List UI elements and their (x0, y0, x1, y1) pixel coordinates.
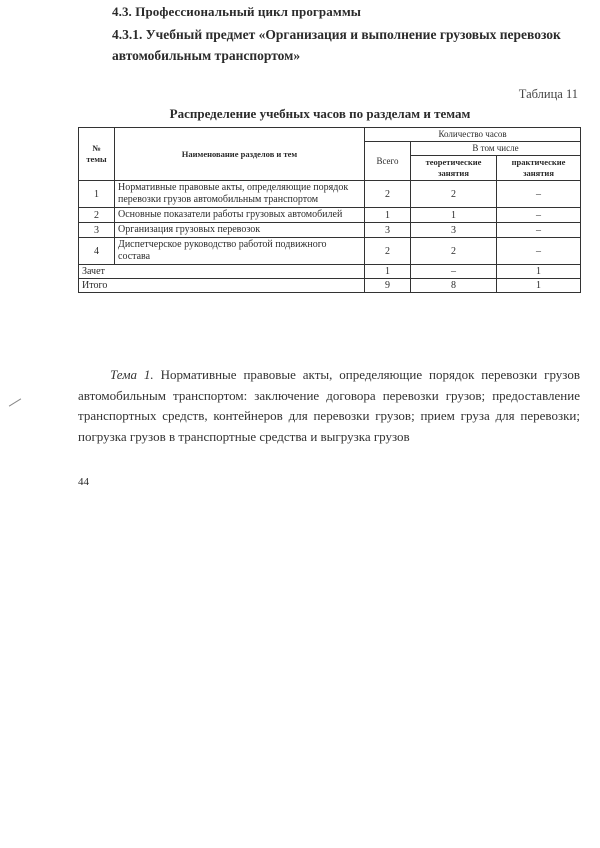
col-practice-header: практические занятия (497, 156, 581, 181)
credit-label: Зачет (79, 265, 365, 279)
row-name: Организация грузовых перевозок (115, 223, 365, 238)
row-num: 1 (79, 181, 115, 208)
row-theory: 2 (411, 181, 497, 208)
row-practice: – (497, 181, 581, 208)
col-hours-header: Количество часов (365, 128, 581, 142)
row-practice: – (497, 208, 581, 223)
col-name-header: Наименование разделов и тем (115, 128, 365, 181)
tema-label: Тема 1. (110, 367, 154, 382)
row-name: Диспетчерское руководство работой подвижного состава (115, 238, 365, 265)
row-practice: – (497, 223, 581, 238)
subject-header: 4.3.1. Учебный предмет «Организация и выполнение грузовых перевозок автомобильным транспортом» (112, 27, 561, 63)
col-theory-header: теоретические занятия (411, 156, 497, 181)
col-including-header: В том числе (411, 142, 581, 156)
credit-theory: – (411, 265, 497, 279)
table-row (79, 208, 581, 223)
table-title: Распределение учебных часов по разделам и темам (169, 106, 471, 121)
total-total: 9 (365, 279, 411, 293)
row-total: 2 (365, 238, 411, 265)
row-total: 1 (365, 208, 411, 223)
row-total: 3 (365, 223, 411, 238)
total-label: Итого (79, 279, 365, 293)
row-total: 2 (365, 181, 411, 208)
row-theory: 2 (411, 238, 497, 265)
table-row (79, 238, 581, 265)
row-num: 4 (79, 238, 115, 265)
row-name: Нормативные правовые акты, определяющие порядок перевозки грузов автомобильным транспортом (115, 181, 365, 208)
row-theory: 3 (411, 223, 497, 238)
row-theory: 1 (411, 208, 497, 223)
table-tag: Таблица 11 (518, 87, 578, 101)
credit-practice: 1 (497, 265, 581, 279)
row-num: 3 (79, 223, 115, 238)
total-theory: 8 (411, 279, 497, 293)
section-header: 4.3. Профессиональный цикл программы (112, 4, 362, 19)
total-row (79, 279, 581, 293)
pen-mark (9, 398, 21, 406)
page-number: 44 (78, 476, 89, 488)
table-header-row (79, 128, 581, 142)
tema-text: Нормативные правовые акты, определяющие порядок перевозки грузов автомобильным транспортом: заключение договора перевозки грузов; предоставление транспортных средств, контейнеров для перевозки грузов; прием груза для перевозки; погрузка грузов в транспортные средства и выгрузка грузов (78, 367, 580, 444)
table-row (79, 181, 581, 208)
row-name: Основные показатели работы грузовых автомобилей (115, 208, 365, 223)
col-total-header: Всего (365, 142, 411, 181)
hours-table (78, 127, 581, 293)
total-practice: 1 (497, 279, 581, 293)
credit-total: 1 (365, 265, 411, 279)
table-row (79, 223, 581, 238)
row-practice: – (497, 238, 581, 265)
col-num-header: № темы (79, 128, 115, 181)
row-num: 2 (79, 208, 115, 223)
credit-row (79, 265, 581, 279)
tema-paragraph (78, 365, 580, 447)
